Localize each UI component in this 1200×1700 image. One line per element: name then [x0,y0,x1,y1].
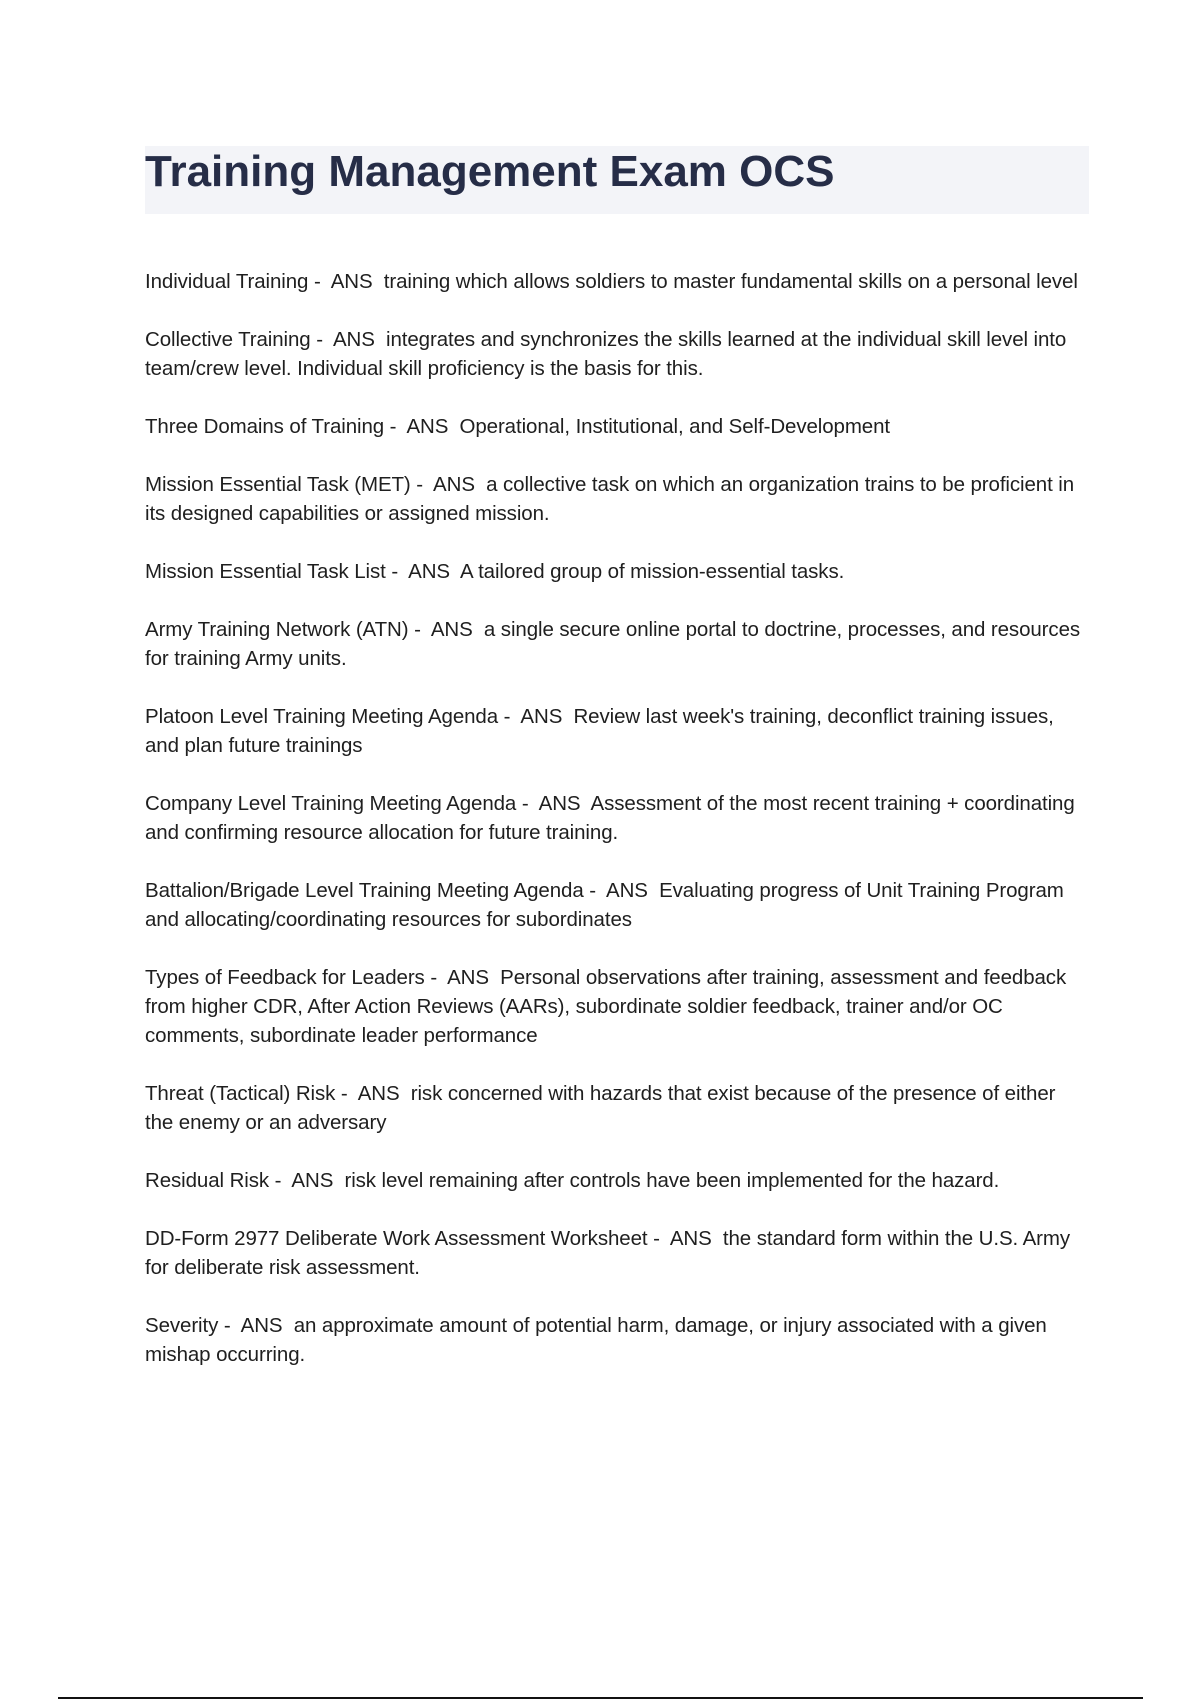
qa-item [145,702,1089,760]
qa-term: Individual Training [145,270,309,293]
qa-term: Severity [145,1314,219,1337]
qa-answer: an approximate amount of potential harm, damage, or injury associated with a given mishap occurring. [145,1314,1047,1366]
qa-item [145,557,1089,586]
qa-answer: Assessment of the most recent training + coordinating and confirming resource allocation for future training. [145,792,1075,844]
qa-separator: - ANS [498,705,574,728]
qa-term: Types of Feedback for Leaders [145,966,425,989]
qa-answer: A tailored group of mission-essential tasks. [460,560,845,583]
qa-term: Residual Risk [145,1169,270,1192]
qa-term: Company Level Training Meeting Agenda [145,792,517,815]
qa-term: Battalion/Brigade Level Training Meeting Agenda [145,879,584,902]
qa-list [145,267,1089,1398]
title-band [145,146,1089,214]
qa-term: Mission Essential Task List [145,560,386,583]
qa-answer: Personal observations after training, assessment and feedback from higher CDR, After Action Reviews (AARs), subordinate soldier feedback, trainer and/or OC comments, subordinate leader performance [145,966,1067,1047]
qa-item [145,325,1089,383]
qa-separator: - ANS [408,618,484,641]
document-title: Training Management Exam OCS [145,147,835,196]
qa-term: Threat (Tactical) Risk [145,1082,336,1105]
qa-separator: - ANS [384,415,460,438]
qa-separator: - ANS [218,1314,294,1337]
footer-rule [58,1697,1143,1699]
qa-item [145,470,1089,528]
qa-item [145,1224,1089,1282]
qa-item [145,789,1089,847]
qa-answer: training which allows soldiers to master fundamental skills on a personal level [383,270,1078,293]
qa-separator: - ANS [410,473,487,496]
qa-separator: - ANS [269,1169,345,1192]
qa-answer: integrates and synchronizes the skills learned at the individual skill level into team/crew level. Individual skill proficiency is the basis for this. [145,328,1067,380]
qa-answer: Review last week's training, deconflict training issues, and plan future trainings [145,705,1054,757]
qa-term: DD-Form 2977 Deliberate Work Assessment Worksheet [145,1227,648,1250]
qa-separator: - ANS [583,879,660,902]
qa-item [145,876,1089,934]
qa-answer: the standard form within the U.S. Army for deliberate risk assessment. [145,1227,1071,1279]
qa-term: Mission Essential Task (MET) [145,473,411,496]
qa-term: Platoon Level Training Meeting Agenda [145,705,499,728]
qa-answer: risk level remaining after controls have been implemented for the hazard. [344,1169,1000,1192]
qa-answer: Evaluating progress of Unit Training Program and allocating/coordinating resources for subordinates [145,879,1064,931]
qa-item [145,963,1089,1050]
qa-term: Three Domains of Training [145,415,385,438]
qa-answer: risk concerned with hazards that exist because of the presence of either the enemy or an adversary [145,1082,1056,1134]
qa-term: Collective Training [145,328,311,351]
qa-separator: - ANS [385,560,461,583]
qa-term: Army Training Network (ATN) [145,618,409,641]
qa-item [145,615,1089,673]
qa-separator: - ANS [424,966,501,989]
qa-item [145,1079,1089,1137]
qa-answer: a collective task on which an organization trains to be proficient in its designed capabilities or assigned mission. [145,473,1075,525]
qa-separator: - ANS [310,328,387,351]
qa-separator: - ANS [647,1227,723,1250]
qa-item [145,267,1089,296]
qa-separator: - ANS [335,1082,411,1105]
qa-answer: a single secure online portal to doctrine, processes, and resources for training Army units. [145,618,1081,670]
qa-answer: Operational, Institutional, and Self-Development [459,415,891,438]
qa-item [145,412,1089,441]
qa-separator: - ANS [308,270,384,293]
qa-item [145,1166,1089,1195]
qa-item [145,1311,1089,1369]
qa-separator: - ANS [516,792,591,815]
